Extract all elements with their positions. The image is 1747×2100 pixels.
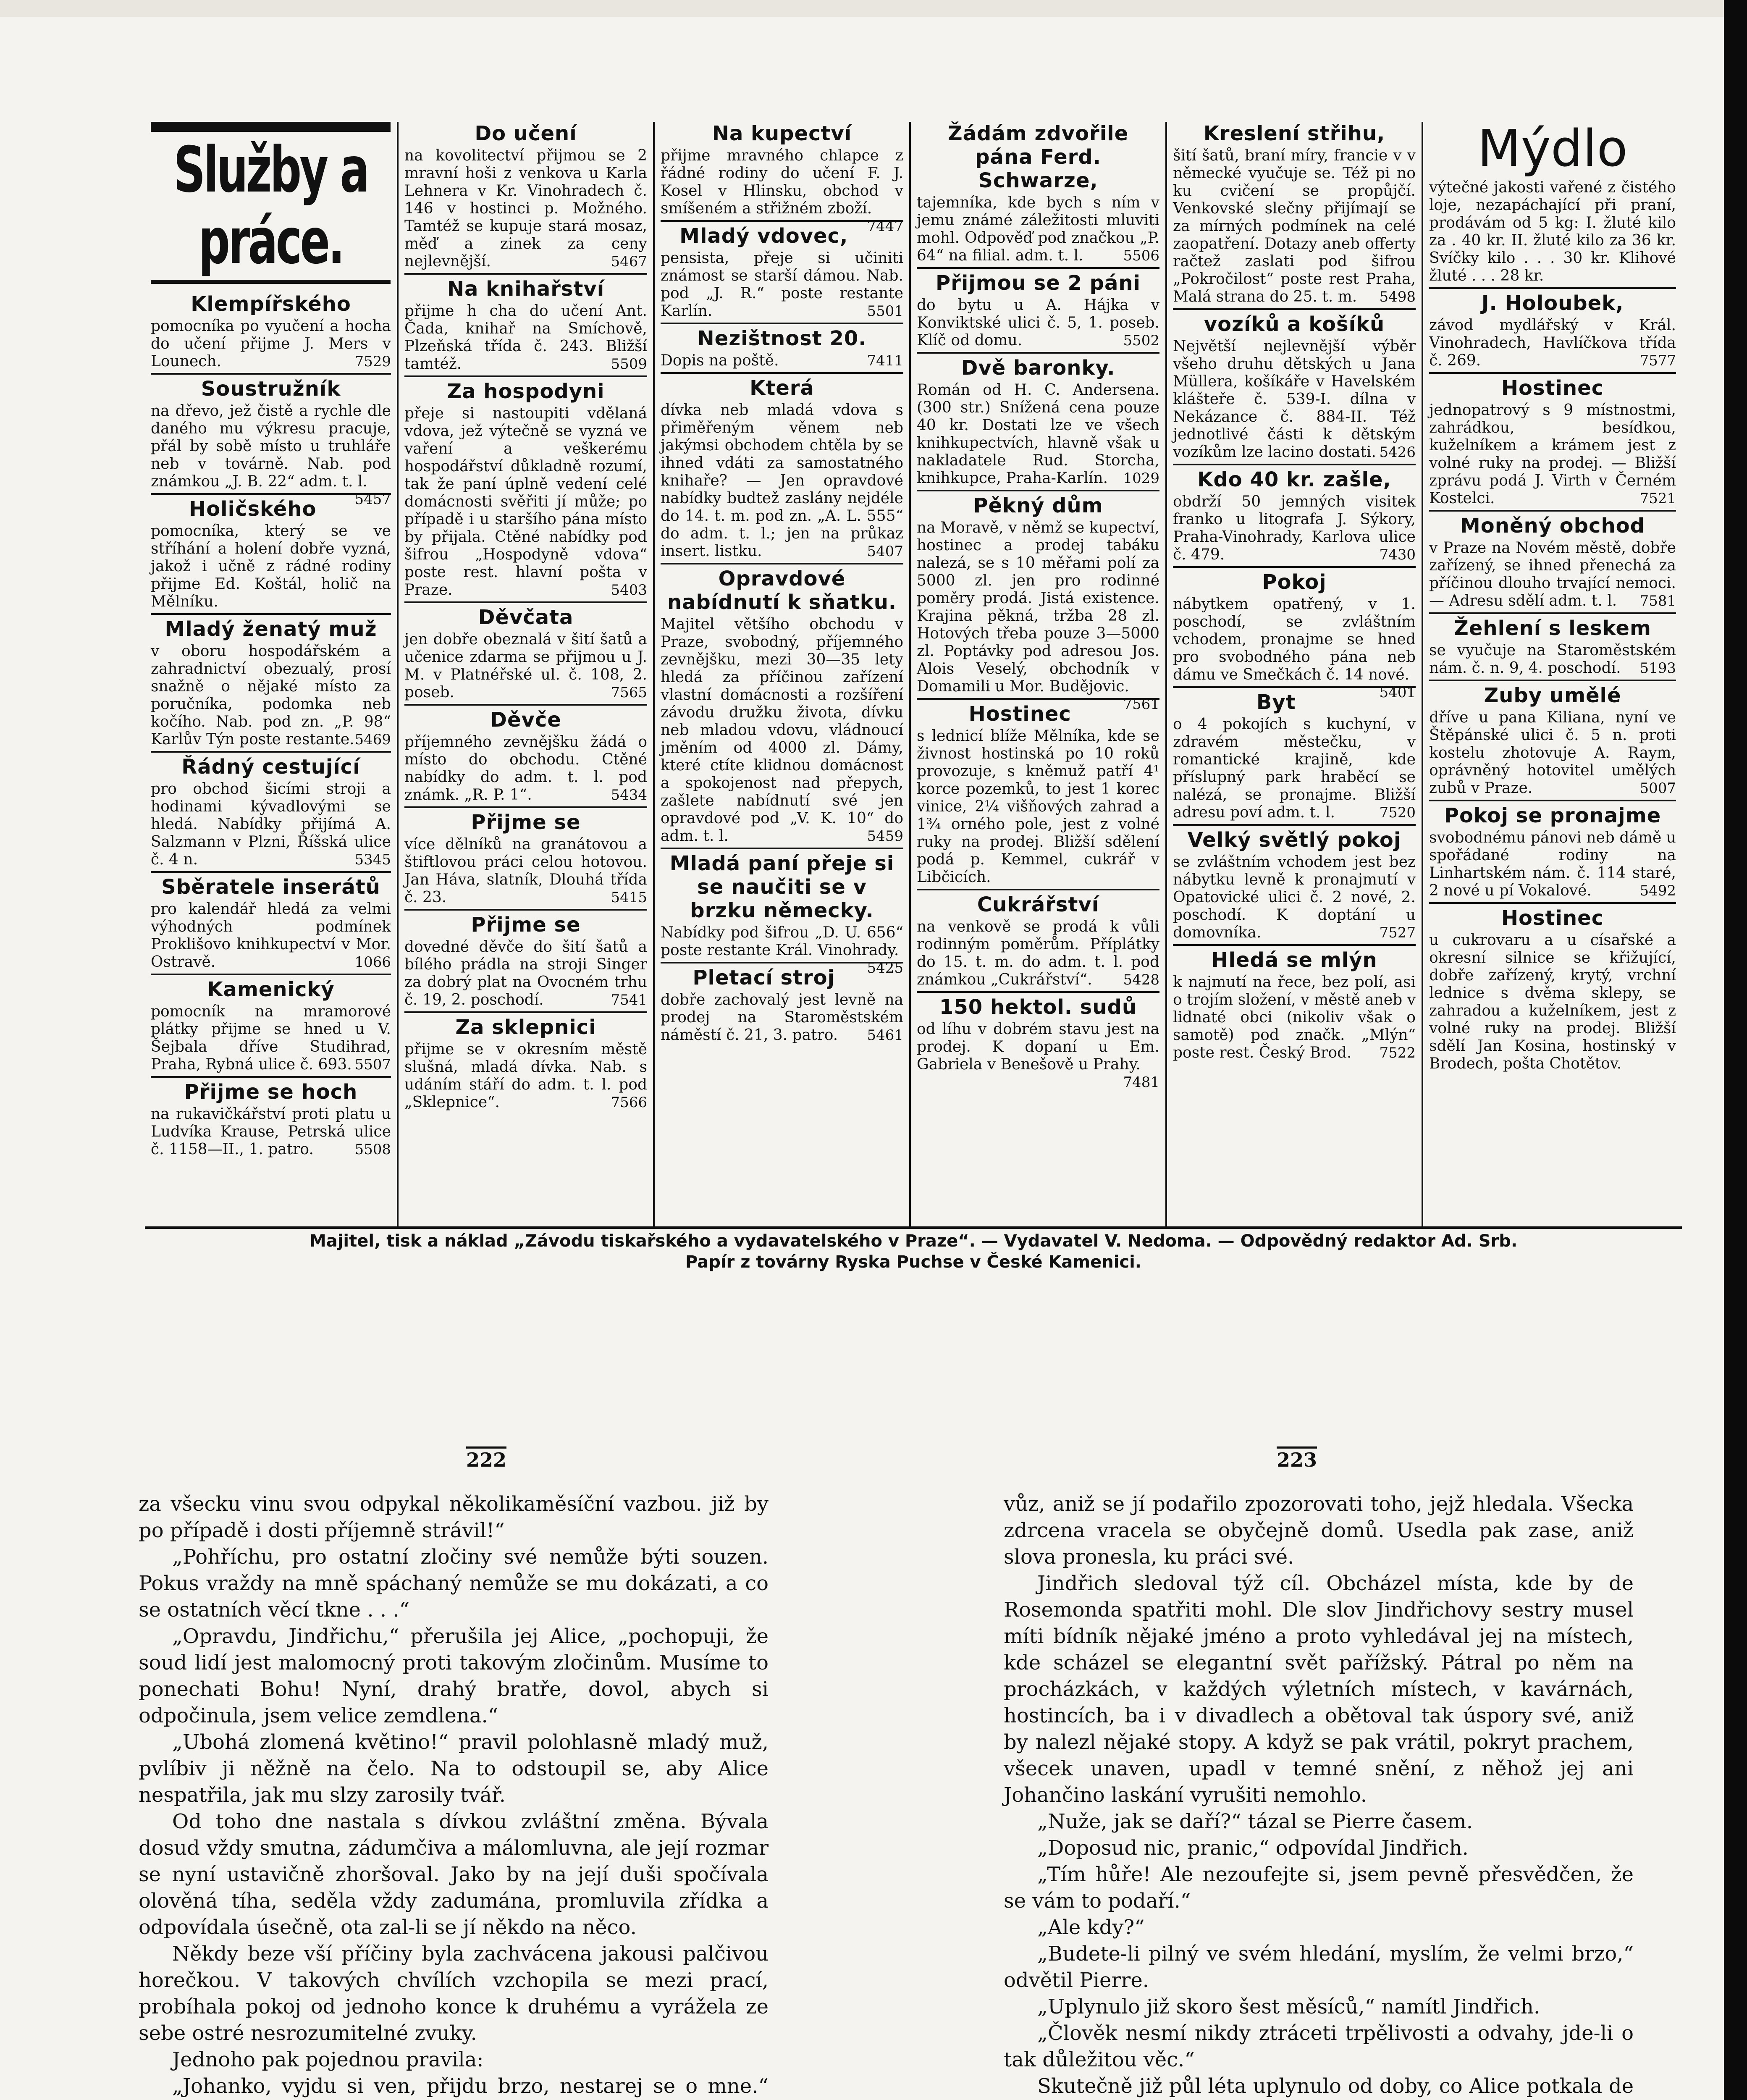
- section-header-sluzby: Služby a práce.: [151, 122, 391, 284]
- ad-title: Která: [750, 376, 814, 400]
- classified-ad: [151, 875, 391, 975]
- ad-text: na Moravě, v němž se kupectví, hostinec a prodej tabáku nalezá, se s 10 měřami polí za 5000 zl. jen pro rodinné poměry prodá. Jistá existence. Krajina pěkná, tržba 28 zl. Hotových třeba pouze 3—5000 zl. Poptávky pod adresou Jos. Alois Veselý, obchodník v Domamili u Mor. Budějovic.: [917, 519, 1159, 695]
- classified-ad: [404, 277, 647, 377]
- ad-title: Pěkný dům: [973, 494, 1103, 517]
- ad-title: Holičského: [189, 497, 317, 521]
- ad-body: [404, 938, 647, 1009]
- ad-body: [151, 1105, 391, 1158]
- classified-ad: [661, 376, 903, 564]
- classified-ad: [661, 567, 903, 849]
- ad-body: [661, 924, 903, 976]
- ad-text: pro obchod šicími stroji a hodinami kývadlovými se hledá. Nabídky přijímá A. Salzmann v Plzni, Říšská ulice č. 4 n.: [151, 780, 391, 868]
- ad-number: 5502: [1123, 332, 1159, 349]
- ad-number: 5401: [1379, 684, 1416, 701]
- ad-body: [917, 297, 1159, 349]
- paragraph: „Budete-li pilný ve svém hledání, myslím, že velmi brzo,“ odvětil Pierre.: [1004, 1942, 1634, 1992]
- paragraph: za všecku vinu svou odpykal několikaměsíční vazbou. již by po případě i dosti příjemně strávil!“: [139, 1492, 769, 1542]
- paragraph: „Tím hůře! Ale nezoufejte si, jsem pevně přesvědčen, že se vám to podaří.“: [1004, 1863, 1634, 1913]
- ad-title: 150 hektol. sudů: [939, 995, 1137, 1019]
- ad-body: [917, 1021, 1159, 1091]
- ad-title: Žehlení s leskem: [1454, 617, 1651, 640]
- paragraph: „Pohříchu, pro ostatní zločiny své nemůže býti souzen. Pokus vraždy na mně spáchaný nemůže se mu dokázati, a co se ostatních věcí tkne . . .“: [139, 1545, 769, 1622]
- ad-body: [917, 519, 1159, 713]
- ad-body: [661, 991, 903, 1044]
- book-page-right: [1004, 1491, 1634, 2100]
- ad-number: 7447: [867, 218, 903, 235]
- paragraph: „Ubohá zlomená květino!“ pravil polohlasně mladý muž, pvlíbiv ji něžně na čelo. Na to odstoupil se, aby Alice nespatřila, jak mu slzy zarosily tvář.: [139, 1730, 769, 1807]
- ad-text: na venkově se prodá k vůli rodinným poměrům. Příplátky do 15. t. m. do adm. t. l. pod známkou „Cukrářství“.: [917, 918, 1159, 988]
- ad-text: přijme mravného chlapce z řádné rodiny do učení F. J. Kosel v Hlinsku, obchod v smíšeném a střižném zboží.: [661, 147, 903, 217]
- ad-number: 5508: [354, 1141, 391, 1158]
- page-number-right: [1277, 1445, 1317, 1471]
- ad-text: se zvláštním vchodem jest bez nábytku levně k pronajmutí v Opatovické ulici č. 2 nové, 2. poschodí. K doptání u domovníka.: [1173, 853, 1416, 941]
- ad-title: Zuby umělé: [1484, 684, 1621, 707]
- ad-text: příjemného zevnějšku žádá o místo do obchodu. Ctěné nabídky do adm. t. l. pod známk. „R. P. 1“.: [404, 733, 647, 803]
- ad-body: [917, 727, 1159, 886]
- ad-text: svobodnému pánovi neb dámě u spořádané rodiny na Linhartském nám. č. 114 staré, 2 nové u pí Vokalové.: [1429, 829, 1676, 899]
- ads-column-1: [145, 122, 397, 1226]
- ad-title: Řádný cestující: [181, 755, 360, 779]
- ad-title: Velký světlý pokoj: [1187, 828, 1401, 852]
- classified-ad: [404, 380, 647, 603]
- paragraph: Někdy beze vší příčiny byla zachvácena jakousi palčivou horečkou. V takových chvílích vzchopila se mezi prací, probíhala pokoj od jednoho konce k druhému a vyrážela ze sebe ostré nesrozumitelné zvuky.: [139, 1942, 769, 2045]
- classified-ad: [917, 494, 1159, 713]
- classified-ad: [917, 356, 1159, 491]
- ad-text: dříve u pana Kiliana, nyní ve Štěpánské ulici č. 5 n. proti kostelu zhotovuje A. Raym, oprávněný hotovitel umělých zubů v Praze.: [1429, 709, 1676, 797]
- ad-title: Hostinec: [1501, 376, 1604, 400]
- classified-ad: [151, 377, 391, 508]
- ad-body: [404, 302, 647, 373]
- classified-ad: [917, 271, 1159, 354]
- ad-text: pensista, přeje si učiniti známost se starší dámou. Nab. pod „J. R.“ poste restante Karlín.: [661, 249, 903, 320]
- ad-text: výtečné jakosti vařené z čistého loje, nezapáchající při praní, prodávám od 5 kg: I. žluté kilo za . 40 kr. II. žluté kilo za 36 kr. Svíčky kilo . . . 30 kr. Klihové žluté . . . 28 kr.: [1429, 179, 1676, 284]
- classified-ad: [1173, 312, 1416, 465]
- ad-body: [917, 194, 1159, 265]
- ad-title: Mladý ženatý muž: [165, 617, 377, 641]
- ad-text: přijme se v okresním městě slušná, mladá dívka. Nab. s udáním stáří do adm. t. l. pod „Sklepnice“.: [404, 1041, 647, 1111]
- classified-ad: [1173, 468, 1416, 568]
- ad-title: Hledá se mlýn: [1211, 948, 1377, 972]
- ad-title: Mladý vdovec,: [679, 224, 848, 248]
- ad-text: v Praze na Novém městě, dobře zařízený, se ihned přenechá za příčinou dlouho trvající nemoci. — Adresu sdělí adm. t. l.: [1429, 539, 1676, 609]
- ads-column-5: [1165, 122, 1422, 1226]
- paragraph: „Ale kdy?“: [1037, 1916, 1145, 1939]
- ad-body: [151, 643, 391, 748]
- imprint: [145, 1231, 1682, 1273]
- ad-text: nábytkem opatřený, v 1. poschodí, se zvláštním vchodem, pronajme se hned pro svobodného pána neb dámu ve Smečkách č. 14 nové.: [1173, 596, 1416, 683]
- ad-body: [404, 733, 647, 804]
- ad-body: [1429, 829, 1676, 900]
- ad-text: k najmutí na řece, bez polí, asi o trojím složení, v městě aneb v lidnaté obci (nikoliv však o samotě) pod značk. „Mlýn“ poste rest. Český Brod.: [1173, 974, 1416, 1061]
- ad-text: přeje si nastoupiti vdělaná vdova, jež výtečně se vyzná ve vaření a veškerému hospodářství důkladně rozumí, tak že paní úplně vedení celé domácnosti svěřiti jí může; po případě i u staršího pána místo by přijala. Ctěné nabídky pod šifrou „Hospodyně vdova“ poste rest. hlavní pošta v Praze.: [404, 405, 647, 598]
- classified-ad: [661, 327, 903, 374]
- ad-body: [404, 836, 647, 906]
- ad-number: 5492: [1639, 882, 1676, 899]
- ad-text: o 4 pokojích s kuchyní, v zdravém městečku, v romantické krajině, kde příslupný park hraběcí se nalézá, se pronajme. Bližší adresu poví adm. t. l.: [1173, 716, 1416, 821]
- classified-ad: [1429, 617, 1676, 681]
- ad-number: 5403: [611, 582, 647, 598]
- classified-ad: [917, 893, 1159, 993]
- ad-text: přijme h cha do učení Ant. Čada, knihař na Smíchově, Plzeňská třída č. 243. Bližší tamtéž.: [404, 302, 647, 373]
- ad-text: Majitel většího obchodu v Praze, svobodný, příjemného zevnějšku, mezi 30—35 lety hledá za příčinou zařízení vlastní domácnosti a rozšíření závodu družku života, dívku neb mladou vdovu, vládnoucí jměním od 4000 zl. Dámy, které ctíte klidnou domácnost a spokojenost nad přepych, zašlete nabídnutí své jen opravdové pod „V. K. 10“ do adm. t. l.: [661, 616, 903, 845]
- imprint-line-1: Majitel, tisk a náklad „Závodu tiskařského a vydavatelského v Praze“. — Vydavatel V. Nedoma. — Odpovědný redaktor Ad. Srb.: [309, 1231, 1518, 1251]
- ad-number: 5007: [1639, 780, 1676, 797]
- ad-body: [917, 381, 1159, 487]
- ad-body: [1173, 493, 1416, 564]
- classified-ad: [1173, 690, 1416, 826]
- ad-title: Za sklepnici: [455, 1016, 596, 1039]
- ad-body: [1173, 853, 1416, 942]
- ad-title: Za hospodyni: [447, 380, 605, 403]
- ad-title: Kdo 40 kr. zašle,: [1197, 468, 1391, 491]
- ad-number: 5506: [1123, 247, 1159, 264]
- classified-ad: [151, 617, 391, 753]
- ad-body: [151, 522, 391, 611]
- ad-text: jednopatrový s 9 místnostmi, zahrádkou, besídkou, kuželníkem a krámem jest z volné ruky na prodej. — Bližší zprávu podá J. Virth v Černém Kostelci.: [1429, 402, 1676, 507]
- ad-body: [1173, 716, 1416, 822]
- paragraph: „Člověk nesmí nikdy ztráceti trpělivosti a odvahy, jde-li o tak důležitou věc.“: [1004, 2021, 1634, 2071]
- ad-title: Dvě baronky.: [961, 356, 1115, 380]
- classified-ad: [151, 497, 391, 615]
- ad-text: více dělníků na granátovou a štiftlovou práci celou hotovou. Jan Háva, slatník, Dlouhá třída č. 23.: [404, 836, 647, 906]
- ad-body: [661, 352, 903, 370]
- ad-body: [661, 249, 903, 320]
- ad-title: vozíků a košíků: [1204, 312, 1385, 336]
- ad-body: [1429, 709, 1676, 797]
- ad-text: obdrží 50 jemných visitek franko u litografa J. Sýkory, Praha-Vinohrady, Karlova ulice č. 479.: [1173, 493, 1416, 563]
- paragraph: Jindřich sledoval týž cíl. Obcházel místa, kde by de Rosemonda spatřiti mohl. Dle slov Jindřichovy sestry musel míti bídník nějaké jméno a proto vyhledával jej na místech, kde scházel se elegantní svět pařížský. Pátral po něm na procházkách, v každých výletních místech, v kavárnách, hostincích, ba i v divadlech a obětoval tak úspory své, aniž by nalezl nějaké stopy. A když se pak vrátil, pokryt prachem, všecek unaven, upadl v temné snění, z něhož jej ani Johančino laskání vyrušiti nemohlo.: [1004, 1572, 1634, 1807]
- ad-number: 7541: [611, 992, 647, 1008]
- scan-border: [1724, 0, 1747, 2100]
- ad-title: Cukrářství: [977, 893, 1099, 916]
- classified-ad: [661, 852, 903, 976]
- ad-body: [1429, 932, 1676, 1073]
- ad-title: Přijme se: [471, 913, 581, 937]
- ad-number: 7481: [1123, 1074, 1159, 1091]
- ad-title: Děvčata: [478, 606, 574, 629]
- ad-text: dovedné děvče do šití šatů a bílého prádla na stroji Singer za dobrý plat na Ovocném trhu č. 19, 2. poschodí.: [404, 938, 647, 1008]
- paragraph: Jednoho pak pojednou pravila:: [172, 2048, 484, 2071]
- ad-body: [404, 1041, 647, 1111]
- ad-title: Kamenický: [207, 978, 335, 1001]
- ads-column-4: [909, 122, 1165, 1226]
- ad-text: na rukavičkářství proti platu u Ludvíka Krause, Petrská ulice č. 1158—II., 1. patro.: [151, 1105, 391, 1158]
- paragraph: „Uplynulo již skoro šest měsíců,“ namítl Jindřich.: [1037, 1995, 1540, 2019]
- ad-text: šití šatů, braní míry, francie v v německé vyučuje se. Též pi no ku cvičení se propůjčí. Venkovské slečny přijímají se za mírných podmínek na celé zaopatření. Dotazy aneb offerty račtež zaslati pod šifrou „Pokročilost“ poste rest Praha, Malá strana do 25. t. m.: [1173, 147, 1416, 305]
- classified-ad: [661, 966, 903, 1047]
- ad-title: Opravdové nabídnutí k sňatku.: [667, 567, 897, 614]
- ad-body: [917, 918, 1159, 989]
- ad-number: 7529: [354, 353, 391, 370]
- classified-ad: [404, 811, 647, 911]
- classified-ad: [151, 292, 391, 375]
- classified-ad: [1173, 948, 1416, 1064]
- ad-title: Nezištnost 20.: [697, 327, 867, 350]
- classified-ad: [1429, 179, 1676, 289]
- classified-ad: [917, 702, 1159, 890]
- ad-title: Klempířského: [191, 292, 351, 316]
- ad-body: [151, 318, 391, 370]
- ad-body: [1173, 974, 1416, 1062]
- ad-body: [151, 780, 391, 869]
- ad-text: se vyučuje na Staroměstském nám. č. n. 9, 4. poschodí.: [1429, 642, 1676, 677]
- ad-number: 1029: [1123, 470, 1159, 487]
- classified-ad: [1429, 376, 1676, 512]
- classified-ad: [661, 224, 903, 324]
- ad-text: na kovolitectví přijmou se 2 mravní hoši z venkova u Karla Lehnera v Kr. Vinohradech č. 146 v hostinci p. Možného. Tamtéž se kupuje stará mosaz, měď a zinek za ceny nejlevnější.: [404, 147, 647, 270]
- ad-text: s lednicí blíže Mělníka, kde se živnost hostinská po 10 roků provozuje, s kněmuž patří 4¹ korce pozemků, to jest 1 korec vinice, 2¼ višňových zahrad a 1¾ orného pole, jest z volné ruky na prodej. Bližší sdělení podá p. Kemmel, cukrář v Libčicích.: [917, 727, 1159, 886]
- book-page-left: [139, 1491, 769, 2100]
- ad-number: 5501: [867, 303, 903, 320]
- page-number-left-text: 222: [466, 1446, 506, 1471]
- ad-number: 7522: [1379, 1045, 1416, 1061]
- ad-number: 5426: [1379, 444, 1416, 461]
- ad-body: [661, 147, 903, 235]
- ad-text: Největší nejlevnější výběr všeho druhu dětských u Jana Müllera, košíkáře v Havelském klášteře č. 539-I. dílna v Nekázance č. 884-II. Též jednotlivé části k dětským vozíkům lze lacino dostati.: [1173, 338, 1416, 461]
- ad-title: Soustružník: [201, 377, 341, 401]
- ad-text: Dopis na poště.: [661, 352, 779, 369]
- classified-ad: [1173, 122, 1416, 310]
- ad-number: 7561: [1123, 696, 1159, 713]
- ad-text: pomocníka po vyučení a hocha do učení přijme J. Mers v Lounech.: [151, 318, 391, 370]
- ad-body: [151, 402, 391, 508]
- top-edge: [0, 0, 1747, 17]
- ad-text: pomocníka, který se ve stříhání a holení dobře vyzná, jakož i učně z rádné rodiny přijme Ed. Koštál, holič na Mělníku.: [151, 522, 391, 610]
- ad-number: 5345: [354, 851, 391, 868]
- paragraph: „Doposud nic, pranic,“ odpovídal Jindřich.: [1037, 1836, 1469, 1860]
- ad-number: 5407: [867, 543, 903, 560]
- ad-number: 5415: [611, 889, 647, 906]
- classified-ad: [1429, 906, 1676, 1075]
- imprint-line-2: Papír z továrny Ryska Puchse v České Kamenici.: [685, 1252, 1142, 1272]
- page-number-left: [466, 1445, 506, 1471]
- ad-number: 5425: [867, 960, 903, 976]
- classified-ad: [917, 995, 1159, 1091]
- ad-number: 5467: [611, 253, 647, 270]
- ad-body: [1429, 317, 1676, 370]
- page-number-right-text: 223: [1277, 1446, 1317, 1471]
- ad-title: Na knihařství: [447, 277, 605, 301]
- ad-text: závod mydlářský v Král. Vinohradech, Havlíčkova třída č. 269.: [1429, 317, 1676, 369]
- ad-text: tajemníka, kde bych s ním v jemu známé záležitosti mluviti mohl. Odpověď pod značkou „P. 64“ na filial. adm. t. l.: [917, 194, 1159, 264]
- ad-title: Hostinec: [1501, 906, 1604, 930]
- ad-title: Sběratele inserátů: [161, 875, 380, 899]
- ad-title: Žádám zdvořile pána Ferd. Schwarze,: [947, 122, 1129, 192]
- ad-text: pomocník na mramorové plátky přijme se hned u V. Šejbala dříve Studihrad, Praha, Rybná ulice č. 693.: [151, 1003, 391, 1073]
- ad-title: Děvče: [490, 708, 561, 732]
- ad-body: [1429, 179, 1676, 285]
- ad-title: J. Holoubek,: [1481, 291, 1624, 315]
- ad-number: 7430: [1379, 546, 1416, 563]
- ad-text: od líhu v dobrém stavu jest na prodej. K dopaní u Em. Gabriela v Benešově u Prahy.: [917, 1021, 1159, 1073]
- ad-text: do bytu u A. Hájka v Konviktské ulici č. 5, 1. poseb. Klíč od domu.: [917, 297, 1159, 349]
- paragraph: Skutečně již půl léta uplynulo od doby, co Alice potkala de: [1037, 2074, 1634, 2098]
- ad-number: 7527: [1379, 924, 1416, 941]
- ad-text: Nabídky pod šifrou „D. U. 656“ poste restante Král. Vinohrady.: [661, 924, 903, 959]
- ad-title: Mladá paní přeje si se naučiti se v brzku německy.: [669, 852, 894, 922]
- ad-number: 7521: [1639, 490, 1676, 507]
- section-header-mydlo: Mýdlo: [1477, 120, 1628, 178]
- ad-text: jen dobře obeznalá v šití šatů a učenice zdarma se přijmou u J. M. v Platnéřské ul. č. 108, 2. poseb.: [404, 631, 647, 701]
- ad-number: 7520: [1379, 804, 1416, 821]
- classified-ad: [151, 1080, 391, 1161]
- ad-body: [661, 402, 903, 560]
- ads-column-6: [1422, 122, 1682, 1226]
- ad-number: 7565: [611, 684, 647, 701]
- ad-number: 7411: [867, 352, 903, 369]
- ad-number: 5428: [1123, 971, 1159, 988]
- ad-body: [1429, 402, 1676, 507]
- ad-text: dobře zachovalý jest levně na prodej na Staroměstském náměstí č. 21, 3. patro.: [661, 991, 903, 1044]
- classified-ad: [1429, 684, 1676, 801]
- ad-number: 5457: [354, 491, 391, 508]
- ads-column-2: [397, 122, 653, 1226]
- ad-body: [1173, 147, 1416, 306]
- ad-title: Moněný obchod: [1460, 514, 1645, 538]
- ad-number: 5459: [867, 828, 903, 845]
- classified-ad: [1173, 570, 1416, 701]
- ad-number: 5498: [1379, 289, 1416, 305]
- classified-ad: [1173, 828, 1416, 946]
- paragraph: „Johanko, vyjdu si ven, přijdu brzo, nestarej se o mne.“: [172, 2074, 769, 2098]
- ad-title: Přijmou se 2 páni: [936, 271, 1141, 295]
- ad-number: 5434: [611, 787, 647, 803]
- classified-ad: [151, 978, 391, 1078]
- classified-ad: [404, 913, 647, 1013]
- ad-text: dívka neb mladá vdova s přiměřeným věnem neb jakýmsi obchodem chtěla by se ihned vdáti za samostatného knihaře? — Jen opravdové nabídky budtež zaslány nejdéle do 14. t. m. pod zn. „A. L. 555“ do adm. t. l.; jen na průkaz insert. listku.: [661, 402, 903, 560]
- ad-text: Román od H. C. Andersena. (300 str.) Snížená cena pouze 40 kr. Dostati lze ve všech knihkupectvích, hlavně však u nakladatele Rud. Storcha, knihkupce, Praha-Karlín.: [917, 381, 1159, 487]
- ad-body: [661, 616, 903, 845]
- ad-title: Pletací stroj: [693, 966, 835, 990]
- ad-title: Pokoj se pronajme: [1444, 804, 1661, 827]
- ad-body: [1173, 596, 1416, 701]
- paragraph: vůz, aniž se jí podařilo zpozorovati toho, jejž hledala. Všecka zdrcena vracela se obyčejně domů. Usedla pak zase, aniž slova pronesla, ku práci své.: [1004, 1492, 1634, 1569]
- paragraph: Od toho dne nastala s dívkou zvláštní změna. Bývala dosud vždy smutna, zádumčiva a málomluvna, ale její rozmar se nyní ustavičně zhoršoval. Jako by na její duši spočívala olověná tíha, seděla vždy zadumána, promluvila zřídka a odpovídala úsečně, ota zal-li se jí někdo na něco.: [139, 1810, 769, 1939]
- classified-ad: [404, 708, 647, 808]
- ad-title: Přijme se hoch: [184, 1080, 358, 1104]
- classified-ad: [404, 606, 647, 706]
- ad-body: [151, 900, 391, 971]
- ad-title: Kreslení střihu,: [1203, 122, 1385, 145]
- ad-number: 7577: [1639, 352, 1676, 369]
- ad-title: Přijme se: [471, 811, 581, 834]
- ad-number: 7581: [1639, 593, 1676, 609]
- ad-number: 5469: [354, 731, 391, 748]
- classified-ad: [1429, 514, 1676, 614]
- ad-body: [404, 631, 647, 701]
- ads-column-3: [653, 122, 909, 1226]
- classified-ad: [1429, 804, 1676, 904]
- ad-body: [1173, 338, 1416, 461]
- ad-number: 1066: [354, 954, 391, 971]
- classified-ad: [151, 755, 391, 873]
- ad-body: [404, 405, 647, 599]
- ad-number: 5461: [867, 1027, 903, 1044]
- ad-title: Pokoj: [1262, 570, 1327, 594]
- ad-body: [404, 147, 647, 270]
- classified-ad: [661, 122, 903, 235]
- ad-title: Do učení: [475, 122, 577, 145]
- ad-body: [1429, 539, 1676, 610]
- ad-number: 5193: [1639, 660, 1676, 677]
- paragraph: „Nuže, jak se daří?“ tázal se Pierre časem.: [1037, 1810, 1473, 1833]
- ad-text: na dřevo, jež čistě a rychle dle daného mu výkresu pracuje, přál by sobě místo u truhláře neb v továrně. Nab. pod známkou „J. B. 22“ adm. t. l.: [151, 402, 391, 490]
- ad-body: [151, 1003, 391, 1074]
- ad-number: 7566: [611, 1094, 647, 1111]
- ad-number: 5507: [354, 1056, 391, 1073]
- ad-title: Hostinec: [968, 702, 1071, 726]
- ad-title: Byt: [1256, 690, 1296, 714]
- paragraph: „Opravdu, Jindřichu,“ přerušila jej Alice, „pochopuji, že soud lidí jest malomocný proti takovým zločinům. Musíme to ponechati Bohu! Nyní, drahý bratře, dovol, abych si odpočinula, jsem velice zemdlena.“: [139, 1625, 769, 1727]
- classified-ad: [404, 122, 647, 275]
- classified-ad: [404, 1016, 647, 1114]
- classified-ad: [917, 122, 1159, 269]
- ad-body: [1429, 642, 1676, 677]
- ad-title: Na kupectví: [712, 122, 852, 145]
- classified-ads-section: [145, 122, 1682, 1229]
- ad-text: u cukrovaru a u císařské a okresní silnice se křižující, dobře zařízený, krytý, vrchní lednice s dvěma sklepy, se zahradou a kuželníkem, jest z volné ruky na prodej. Bližší sdělí Jan Kosina, hostinský v Brodech, pošta Chotětov.: [1429, 932, 1676, 1072]
- ad-number: 5509: [611, 356, 647, 373]
- ad-text: pro kalendář hledá za velmi výhodných podmínek Proklišovo knihkupectví v Mor. Ostravě.: [151, 900, 391, 971]
- classified-ad: [1429, 291, 1676, 374]
- ad-text: v oboru hospodářském a zahradnictví obezualý, prosí snažně o nějaké místo za poručníka, podomka neb kočího. Nab. pod zn. „P. 98“ Karlův Týn poste restante.: [151, 643, 391, 748]
